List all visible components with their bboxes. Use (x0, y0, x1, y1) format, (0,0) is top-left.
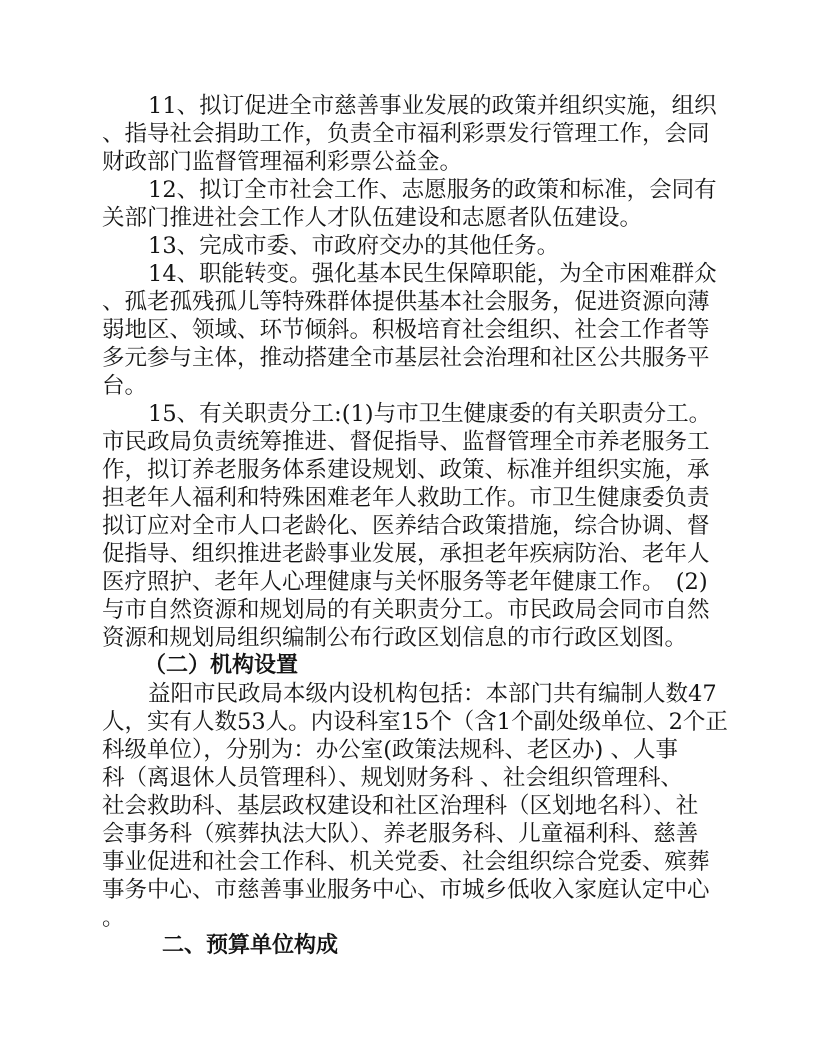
text-line: 。 (102, 905, 125, 931)
text-line: 事业促进和社会工作科、机关党委、社会组织综合党委、殡葬 (102, 849, 710, 875)
text-line: 事务中心、市慈善事业服务中心、市城乡低收入家庭认定中心 (102, 877, 710, 903)
text-line: 14、职能转变。强化基本民生保障职能，为全市困难群众 (148, 261, 717, 287)
text-line: 多元参与主体，推动搭建全市基层社会治理和社区公共服务平 (102, 345, 710, 371)
text-line: 人，实有人数53人。内设科室15个（含1个副处级单位、2个正 (102, 709, 728, 735)
text-line: 台。 (102, 373, 148, 399)
text-line: 市民政局负责统筹推进、督促指导、监督管理全市养老服务工 (102, 429, 710, 455)
text-line: 财政部门监督管理福利彩票公益金。 (102, 149, 463, 175)
document-body (102, 92, 728, 960)
text-line: 科级单位），分别为：办公室(政策法规科、老区办) 、人事 (102, 737, 678, 763)
text-line: 与市自然资源和规划局的有关职责分工。市民政局会同市自然 (102, 597, 710, 623)
text-line: 15、有关职责分工:(1)与市卫生健康委的有关职责分工。 (148, 401, 712, 427)
text-line: 资源和规划局组织编制公布行政区划信息的市行政区划图。 (102, 625, 688, 651)
section-heading: （二）机构设置 (144, 653, 299, 678)
text-line: 11、拟订促进全市慈善事业发展的政策并组织实施，组织 (148, 93, 717, 119)
text-line: 作，拟订养老服务体系建设规划、政策、标准并组织实施，承 (102, 457, 710, 483)
text-line: 弱地区、领域、环节倾斜。积极培育社会组织、社会工作者等 (102, 317, 710, 343)
text-line: 担老年人福利和特殊困难老年人救助工作。市卫生健康委负责 (102, 485, 710, 511)
text-line: 拟订应对全市人口老龄化、医养结合政策措施，综合协调、督 (102, 513, 710, 539)
text-line: 关部门推进社会工作人才队伍建设和志愿者队伍建设。 (102, 205, 643, 231)
text-line: 促指导、组织推进老龄事业发展，承担老年疾病防治、老年人 (102, 541, 710, 567)
text-line: 、指导社会捐助工作，负责全市福利彩票发行管理工作，会同 (102, 121, 710, 147)
text-line: 益阳市民政局本级内设机构包括：本部门共有编制人数47 (148, 681, 717, 707)
text-line: 医疗照护、老年人心理健康与关怀服务等老年健康工作。 (2) (102, 569, 708, 595)
text-line: 社会救助科、基层政权建设和社区治理科（区划地名科）、社 (102, 793, 699, 819)
text-line: 12、拟订全市社会工作、志愿服务的政策和标准，会同有 (148, 177, 717, 203)
text-line: 会事务科（殡葬执法大队）、养老服务科、儿童福利科、慈善 (102, 821, 699, 847)
section-heading: 二、预算单位构成 (162, 933, 339, 958)
text-line: 科（离退休人员管理科）、规划财务科 、社会组织管理科、 (102, 765, 683, 791)
text-line: 、孤老孤残孤儿等特殊群体提供基本社会服务，促进资源向薄 (102, 289, 710, 315)
text-line: 13、完成市委、市政府交办的其他任务。 (148, 233, 560, 259)
